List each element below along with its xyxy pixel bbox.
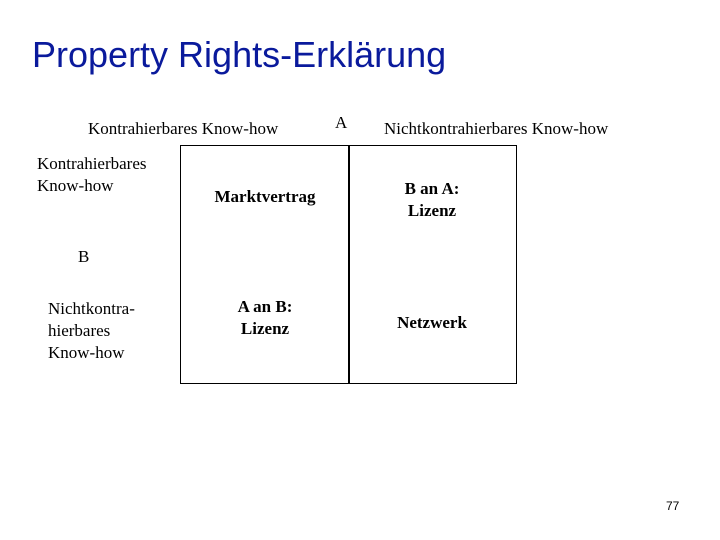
cell-a-to-b-line-1: A an B: — [237, 297, 293, 316]
cell-a-to-b-line-2: Lizenz — [240, 319, 290, 338]
matrix-grid — [180, 145, 517, 384]
row-header-contractible-line-2: Know-how — [37, 176, 114, 195]
cell-b-to-a-line-1: B an A: — [404, 179, 460, 198]
column-header-noncontractible: Nichtkontrahierbares Know-how — [384, 119, 609, 138]
cell-a-to-b-license — [185, 296, 345, 340]
party-a-label: A — [335, 113, 348, 132]
row-header-noncontractible-line-2: hierbares — [48, 321, 111, 340]
row-header-noncontractible — [48, 298, 135, 364]
row-header-contractible-line-1: Kontrahierbares — [37, 154, 147, 173]
row-header-noncontractible-line-3: Know-how — [48, 343, 125, 362]
cell-netzwerk — [352, 312, 512, 334]
matrix-divider — [348, 146, 350, 383]
page-number: 77 — [666, 499, 680, 513]
cell-marktvertrag-text: Marktvertrag — [214, 187, 316, 206]
cell-b-to-a-line-2: Lizenz — [407, 201, 457, 220]
row-header-noncontractible-line-1: Nichtkontra- — [48, 299, 135, 318]
party-b-label: B — [78, 247, 90, 266]
slide-title: Property Rights-Erklärung — [32, 34, 447, 75]
row-header-contractible — [37, 153, 147, 197]
column-header-contractible: Kontrahierbares Know-how — [88, 119, 279, 138]
cell-marktvertrag — [185, 186, 345, 208]
cell-b-to-a-license — [352, 178, 512, 222]
cell-netzwerk-text: Netzwerk — [397, 313, 467, 332]
